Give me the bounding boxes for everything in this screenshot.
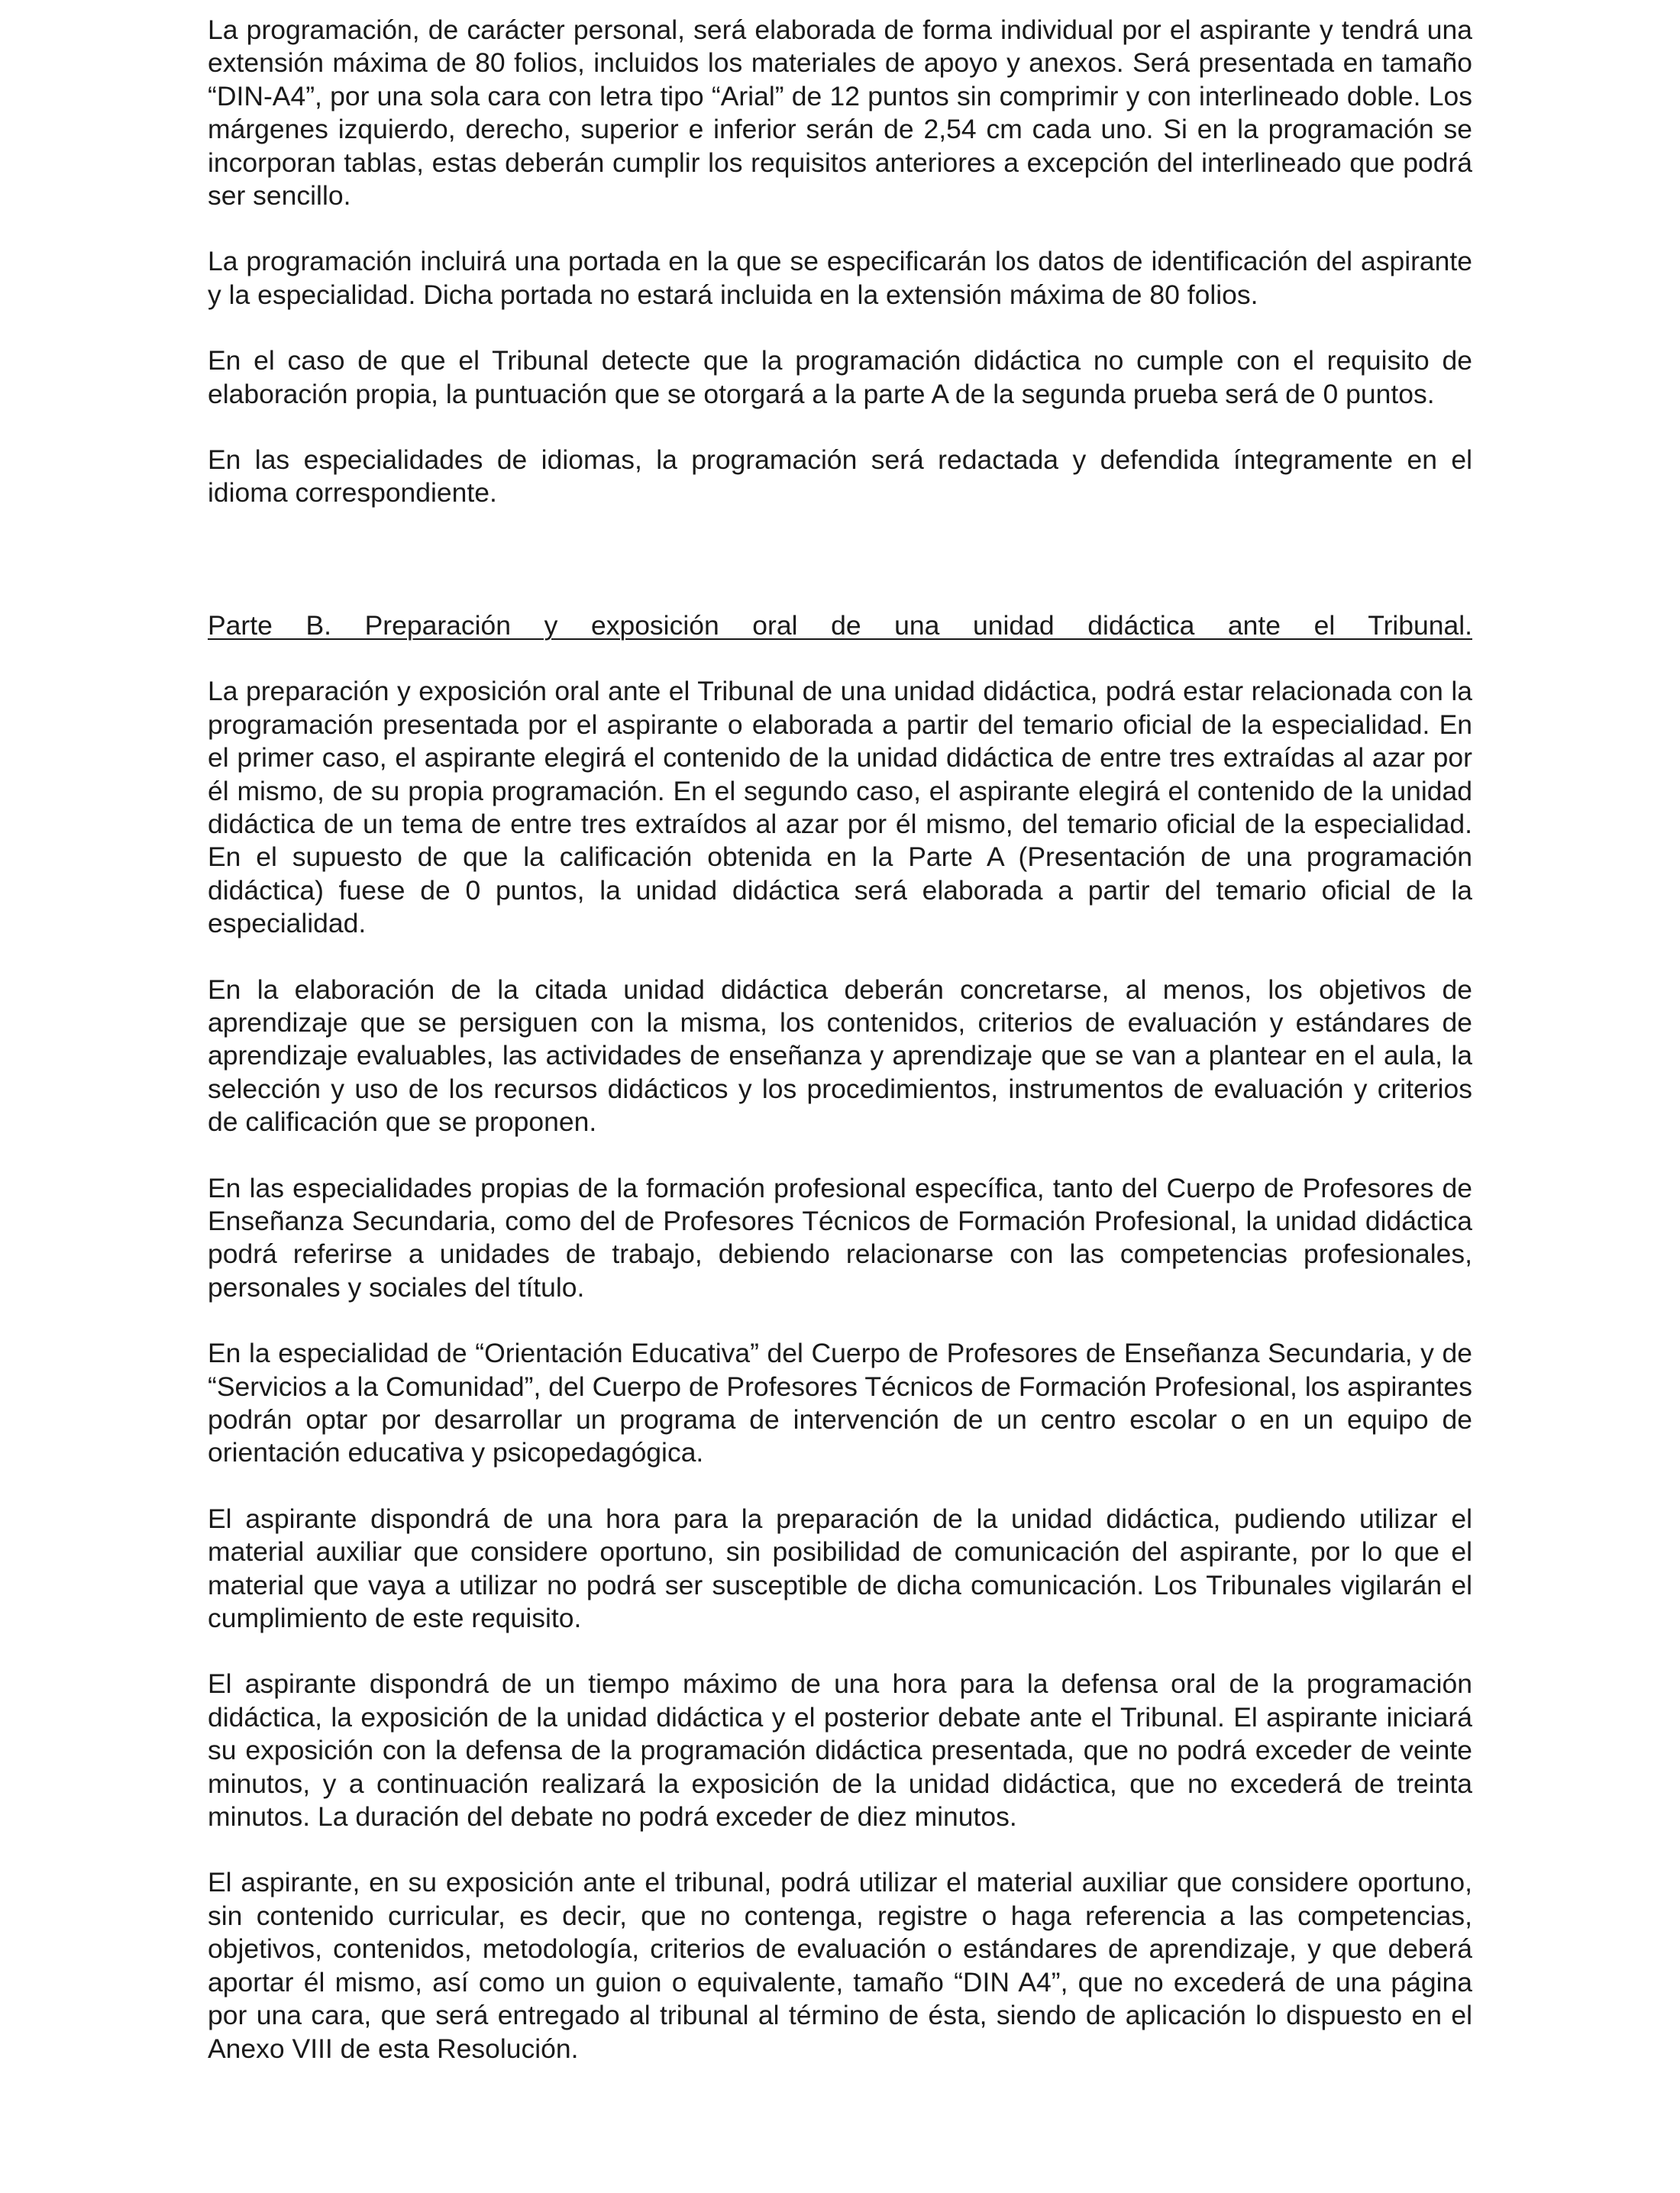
paragraph-gap [208, 1635, 1472, 1668]
paragraph-gap [208, 312, 1472, 344]
paragraph-gap [208, 1304, 1472, 1337]
paragraph-gap [208, 642, 1472, 675]
paragraph-elaboracion-unidad: En la elaboración de la citada unidad didáctica deberán concretarse, al menos, los objetivos de aprendizaje que se persiguen con la misma, los contenidos, criterios de evaluación y estándares de aprendizaje evaluables, las actividades de enseñanza y aprendizaje que se van a plantear en el aula, la selección y uso de los recursos didácticos y los procedimientos, instrumentos de evaluación y criterios de calificación que se proponen. [208, 974, 1472, 1138]
paragraph-elaboracion-propia: En el caso de que el Tribunal detecte que la programación didáctica no cumple con el requisito de elaboración propia, la puntuación que se otorgará a la parte A de la segunda prueba será de 0 puntos. [208, 345, 1472, 409]
paragraph-orientacion-educativa: En la especialidad de “Orientación Educativa” del Cuerpo de Profesores de Enseñanza Secundaria, y de “Servicios a la Comunidad”, del Cuerpo de Profesores Técnicos de Formación Profesional, los aspirantes podrán optar por desarrollar un programa de intervención de un centro escolar o en un equipo de orientación educativa y psicopedagógica. [208, 1338, 1472, 1468]
paragraph-hora-preparacion: El aspirante dispondrá de una hora para la preparación de la unidad didáctica, pudiendo utilizar el material auxiliar que considere oportuno, sin posibilidad de comunicación del aspirante, por lo que el material que vaya a utilizar no podrá ser susceptible de dicha comunicación. Los Tribunales vigilarán el cumplimiento de este requisito. [208, 1503, 1472, 1634]
paragraph-gap [208, 212, 1472, 245]
paragraph-gap [208, 1139, 1472, 1172]
paragraph-idiomas: En las especialidades de idiomas, la programación será redactada y defendida íntegramente en el idioma correspondiente. [208, 444, 1472, 509]
document-page [208, 14, 1472, 2065]
paragraph-tiempo-defensa: El aspirante dispondrá de un tiempo máximo de una hora para la defensa oral de la programación didáctica, la exposición de la unidad didáctica y el posterior debate ante el Tribunal. El aspirante iniciará su exposición con la defensa de la programación didáctica presentada, que no podrá exceder de veinte minutos, y a continuación realizará la exposición de la unidad didáctica, que no excederá de treinta minutos. La duración del debate no podrá exceder de diez minutos. [208, 1668, 1472, 1833]
paragraph-gap [208, 1833, 1472, 1866]
paragraph-material-auxiliar: El aspirante, en su exposición ante el tribunal, podrá utilizar el material auxiliar que considere oportuno, sin contenido curricular, es decir, que no contenga, registre o haga referencia a las competencias, objetivos, contenidos, metodología, criterios de evaluación o estándares de aprendizaje, y que deberá aportar él mismo, así como un guion o equivalente, tamaño “DIN A4”, que no excederá de una página por una cara, que será entregado al tribunal al término de ésta, siendo de aplicación lo dispuesto en el Anexo VIII de esta Resolución. [208, 1867, 1472, 2064]
paragraph-formacion-profesional: En las especialidades propias de la formación profesional específica, tanto del Cuerpo de Profesores de Enseñanza Secundaria, como del de Profesores Técnicos de Formación Profesional, la unidad didáctica podrá referirse a unidades de trabajo, debiendo relacionarse con las competencias profesionales, personales y sociales del título. [208, 1172, 1472, 1303]
paragraph-preparacion-exposicion: La preparación y exposición oral ante el Tribunal de una unidad didáctica, podrá estar relacionada con la programación presentada por el aspirante o elaborada a partir del temario oficial de la especialidad. En el primer caso, el aspirante elegirá el contenido de la unidad didáctica de entre tres extraídas al azar por él mismo, de su propia programación. En el segundo caso, el aspirante elegirá el contenido de la unidad didáctica de un tema de entre tres extraídos al azar por él mismo, del temario oficial de la especialidad. En el supuesto de que la calificación obtenida en la Parte A (Presentación de una programación didáctica) fuese de 0 puntos, la unidad didáctica será elaborada a partir del temario oficial de la especialidad. [208, 676, 1472, 939]
paragraph-programacion-portada: La programación incluirá una portada en la que se especificarán los datos de identificación del aspirante y la especialidad. Dicha portada no estará incluida en la extensión máxima de 80 folios. [208, 246, 1472, 310]
paragraph-gap [208, 411, 1472, 444]
paragraph-gap [208, 941, 1472, 974]
section-gap [208, 510, 1472, 609]
section-heading-parte-b: Parte B. Preparación y exposición oral de una unidad didáctica ante el Tribunal. [208, 609, 1472, 641]
paragraph-programacion-formato: La programación, de carácter personal, será elaborada de forma individual por el aspirante y tendrá una extensión máxima de 80 folios, incluidos los materiales de apoyo y anexos. Será presentada en tamaño “DIN-A4”, por una sola cara con letra tipo “Arial” de 12 puntos sin comprimir y con interlineado doble. Los márgenes izquierdo, derecho, superior e inferior serán de 2,54 cm cada uno. Si en la programación se incorporan tablas, estas deberán cumplir los requisitos anteriores a excepción del interlineado que podrá ser sencillo. [208, 15, 1472, 212]
paragraph-gap [208, 1470, 1472, 1503]
